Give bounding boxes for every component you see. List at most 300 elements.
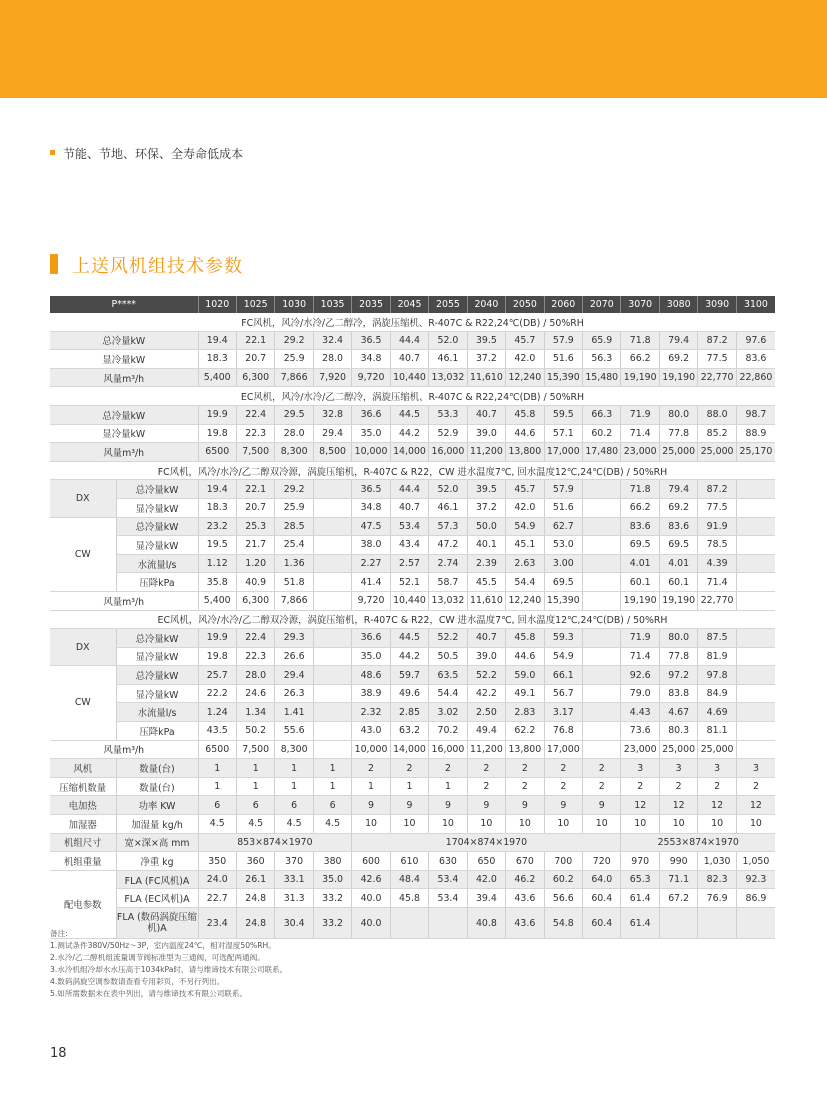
value-cell: 16,000 [429,443,467,462]
value-cell [583,629,621,648]
value-cell: 65.3 [621,870,659,889]
value-cell: 77.5 [698,498,736,517]
value-cell: 4.67 [659,703,697,722]
section-title-cell: FC风机，风冷/水冷/乙二醇双冷源，涡旋压缩机，R-407C & R22，CW 进水温度7℃, 回水温度12℃,24℃(DB) / 50%RH [50,461,775,480]
value-cell: 52.1 [390,573,428,592]
value-cell: 19.5 [198,536,236,555]
value-cell: 45.8 [506,405,544,424]
section-title-cell: FC风机，风冷/水冷/乙二醇冷，涡旋压缩机、R-407C & R22,24℃(DB) / 50%RH [50,313,775,331]
value-cell: 54.4 [429,684,467,703]
value-cell: 6,300 [236,368,274,387]
value-cell: 46.1 [429,498,467,517]
value-cell: 45.5 [467,573,505,592]
value-cell: 97.6 [736,331,775,350]
value-cell: 22.1 [236,331,274,350]
value-cell: 71.8 [621,480,659,499]
value-cell: 66.2 [621,350,659,369]
value-cell: 2.63 [506,554,544,573]
value-cell [736,908,775,939]
model-column-header: 2050 [506,296,544,313]
value-cell: 35.0 [352,424,390,443]
model-column-header: 1025 [236,296,274,313]
row-label: 数量(台) [116,777,198,796]
value-cell: 5,400 [198,591,236,610]
table-row [50,331,775,350]
value-cell: 82.3 [698,870,736,889]
value-cell: 7,866 [275,368,313,387]
value-cell: 6,300 [236,591,274,610]
table-row [50,368,775,387]
value-cell: 25,170 [736,443,775,462]
value-cell: 1 [352,777,390,796]
model-column-header: 1020 [198,296,236,313]
value-cell: 48.4 [390,870,428,889]
value-cell: 9 [544,796,582,815]
value-cell: 18.3 [198,498,236,517]
row-label: 显冷量kW [116,498,198,517]
notes-title: 备注: [50,929,68,938]
value-cell: 5,400 [198,368,236,387]
value-cell: 50.2 [236,722,274,741]
table-row [50,536,775,555]
value-cell: 11,610 [467,591,505,610]
value-cell: 670 [506,852,544,871]
value-cell: 36.6 [352,405,390,424]
value-cell: 1 [236,759,274,778]
value-cell: 2.57 [390,554,428,573]
value-cell: 45.8 [506,629,544,648]
value-cell [313,703,351,722]
value-cell: 53.0 [544,536,582,555]
value-cell: 15,390 [544,591,582,610]
value-cell: 2.39 [467,554,505,573]
value-cell: 47.5 [352,517,390,536]
value-cell: 88.9 [736,424,775,443]
value-cell: 60.2 [583,424,621,443]
value-cell: 4.69 [698,703,736,722]
value-cell: 39.4 [467,889,505,908]
value-cell: 350 [198,852,236,871]
table-row [50,517,775,536]
model-column-header: 1030 [275,296,313,313]
value-cell: 49.6 [390,684,428,703]
value-cell [736,666,775,685]
value-cell [736,573,775,592]
value-cell: 21.7 [236,536,274,555]
group-label: CW [50,666,116,740]
note-line: 1.测试条件380V/50Hz～3P，室内温度24℃，相对湿度50%RH。 [50,941,276,951]
value-cell [313,480,351,499]
value-cell: 2 [467,777,505,796]
value-cell: 80.3 [659,722,697,741]
value-cell: 25,000 [659,443,697,462]
table-row [50,498,775,517]
value-cell: 71.4 [621,424,659,443]
row-label: 显冷量kW [50,350,198,369]
value-cell: 28.5 [275,517,313,536]
value-cell: 44.5 [390,629,428,648]
value-cell: 10 [698,815,736,834]
value-cell: 10 [583,815,621,834]
group-label: 压缩机数量 [50,777,116,796]
value-cell: 42.6 [352,870,390,889]
value-cell [313,740,351,759]
value-cell [313,629,351,648]
value-cell: 46.2 [506,870,544,889]
row-label: 风量m³/h [50,368,198,387]
value-cell: 10,000 [352,740,390,759]
value-cell: 1 [390,777,428,796]
value-cell: 13,032 [429,368,467,387]
value-cell [583,722,621,741]
value-cell: 9 [467,796,505,815]
value-cell: 53.4 [390,517,428,536]
value-cell: 3 [621,759,659,778]
value-cell: 2 [698,777,736,796]
value-cell: 83.6 [621,517,659,536]
value-cell: 73.6 [621,722,659,741]
table-row [50,350,775,369]
value-cell: 42.0 [506,350,544,369]
value-cell: 1,050 [736,852,775,871]
value-cell: 62.7 [544,517,582,536]
value-cell: 25.3 [236,517,274,536]
model-column-header: 3070 [621,296,659,313]
value-cell: 3.17 [544,703,582,722]
value-cell: 2 [390,759,428,778]
value-cell [313,666,351,685]
value-cell [313,647,351,666]
value-cell: 81.1 [698,722,736,741]
value-cell: 4.5 [198,815,236,834]
value-cell: 17,480 [583,443,621,462]
value-cell: 85.2 [698,424,736,443]
value-cell: 40.0 [352,889,390,908]
value-cell: 44.6 [506,647,544,666]
value-cell: 8,500 [313,443,351,462]
value-cell: 1 [429,777,467,796]
table-row [50,722,775,741]
value-cell: 60.1 [659,573,697,592]
value-cell: 2 [583,759,621,778]
value-cell: 45.8 [390,889,428,908]
value-cell: 57.9 [544,480,582,499]
value-cell: 1 [275,777,313,796]
value-cell: 40.0 [352,908,390,939]
value-cell: 87.5 [698,629,736,648]
value-cell: 2 [544,777,582,796]
value-cell: 83.8 [659,684,697,703]
value-cell: 9 [390,796,428,815]
value-cell: 10 [736,815,775,834]
table-row [50,554,775,573]
value-cell: 45.7 [506,480,544,499]
table-row [50,759,775,778]
value-cell: 4.5 [236,815,274,834]
value-cell: 42.0 [467,870,505,889]
value-cell: 63.5 [429,666,467,685]
value-cell: 60.4 [583,908,621,939]
value-cell: 39.0 [467,424,505,443]
value-cell: 33.2 [313,908,351,939]
value-cell: 53.3 [429,405,467,424]
value-cell: 13,800 [506,740,544,759]
value-cell: 17,000 [544,443,582,462]
table-row [50,647,775,666]
value-cell: 1.24 [198,703,236,722]
table-row [50,777,775,796]
row-label: 总冷量kW [50,405,198,424]
value-cell: 71.1 [659,870,697,889]
value-cell: 26.3 [275,684,313,703]
value-cell: 92.3 [736,870,775,889]
note-line: 4.数码涡旋空调参数请查看专用彩页，不另行列出。 [50,977,225,987]
value-cell: 6 [198,796,236,815]
value-cell: 23,000 [621,443,659,462]
value-cell: 69.5 [544,573,582,592]
value-cell: 25,000 [659,740,697,759]
model-column-header: 2045 [390,296,428,313]
value-cell: 31.3 [275,889,313,908]
value-cell: 10,440 [390,591,428,610]
value-cell: 1 [275,759,313,778]
value-cell: 13,800 [506,443,544,462]
value-cell: 60.1 [621,573,659,592]
section-title: 上送风机组技术参数 [72,256,243,277]
value-cell: 15,390 [544,368,582,387]
value-cell: 86.9 [736,889,775,908]
value-cell: 32.8 [313,405,351,424]
value-cell: 44.5 [390,405,428,424]
value-cell: 720 [583,852,621,871]
table-row [50,629,775,648]
value-cell: 11,200 [467,443,505,462]
value-cell: 50.0 [467,517,505,536]
value-cell: 990 [659,852,697,871]
group-label: 机组重量 [50,852,116,871]
value-cell: 44.4 [390,480,428,499]
value-cell: 43.6 [506,889,544,908]
value-cell: 22.4 [236,405,274,424]
value-cell: 6 [313,796,351,815]
value-cell: 19.9 [198,405,236,424]
value-cell: 39.5 [467,480,505,499]
row-label: 水流量l/s [116,703,198,722]
value-cell: 9,720 [352,368,390,387]
model-column-header: 3080 [659,296,697,313]
value-cell: 71.4 [621,647,659,666]
value-cell: 87.2 [698,331,736,350]
table-row [50,443,775,462]
table-row [50,852,775,871]
value-cell: 23,000 [621,740,659,759]
value-cell: 41.4 [352,573,390,592]
value-cell: 57.9 [544,331,582,350]
value-cell: 42.0 [506,498,544,517]
value-cell: 12,240 [506,368,544,387]
page-number: 18 [50,1046,67,1061]
row-label: 显冷量kW [116,536,198,555]
value-cell: 66.3 [583,405,621,424]
value-cell: 52.0 [429,480,467,499]
row-label: FLA (FC风机)A [116,870,198,889]
group-label: DX [50,629,116,666]
value-cell: 4.01 [659,554,697,573]
row-label: FLA (数码涡旋压缩机)A [116,908,198,939]
value-cell: 9 [429,796,467,815]
value-cell: 22,770 [698,368,736,387]
value-cell: 10 [429,815,467,834]
group-label: 加湿器 [50,815,116,834]
value-cell: 22.3 [236,647,274,666]
value-cell [583,740,621,759]
value-cell: 69.2 [659,350,697,369]
value-cell: 1,030 [698,852,736,871]
model-column-header: 2035 [352,296,390,313]
value-cell: 6500 [198,740,236,759]
value-cell: 4.39 [698,554,736,573]
value-cell: 1 [198,759,236,778]
value-cell: 23.2 [198,517,236,536]
value-cell: 2 [659,777,697,796]
value-cell: 60.2 [544,870,582,889]
value-cell: 42.2 [467,684,505,703]
value-cell: 7,500 [236,443,274,462]
value-cell: 65.9 [583,331,621,350]
value-cell: 10 [659,815,697,834]
value-cell [583,480,621,499]
value-cell: 9 [352,796,390,815]
value-cell: 49.4 [467,722,505,741]
note-line: 2.水冷/乙二醇机组流量调节阀标准型为三通阀，可选配两通阀。 [50,953,265,963]
value-cell: 43.5 [198,722,236,741]
model-column-header: 2070 [583,296,621,313]
value-cell: 29.3 [275,629,313,648]
value-cell: 77.5 [698,350,736,369]
value-cell: 59.0 [506,666,544,685]
value-cell: 51.6 [544,498,582,517]
row-label: 总冷量kW [116,629,198,648]
value-cell: 40.7 [390,498,428,517]
value-cell: 61.4 [621,908,659,939]
value-cell: 25,000 [698,443,736,462]
value-cell: 10 [544,815,582,834]
value-cell: 2 [736,777,775,796]
value-cell [583,647,621,666]
value-cell: 10 [467,815,505,834]
value-cell: 28.0 [275,424,313,443]
value-cell: 61.4 [621,889,659,908]
value-cell [583,517,621,536]
value-cell: 67.2 [659,889,697,908]
value-cell: 66.1 [544,666,582,685]
model-column-header: 2055 [429,296,467,313]
value-cell: 17,000 [544,740,582,759]
value-cell: 87.2 [698,480,736,499]
value-cell: 51.8 [275,573,313,592]
value-cell: 40.9 [236,573,274,592]
value-cell: 26.1 [236,870,274,889]
value-cell: 1.12 [198,554,236,573]
value-cell: 10 [506,815,544,834]
value-cell: 54.4 [506,573,544,592]
value-cell: 43.4 [390,536,428,555]
value-cell: 32.4 [313,331,351,350]
value-cell: 44.6 [506,424,544,443]
value-cell: 19.8 [198,424,236,443]
notes [50,928,287,1001]
value-cell: 19.4 [198,480,236,499]
value-cell: 77.8 [659,424,697,443]
value-cell [390,908,428,939]
value-cell [583,684,621,703]
value-cell [313,591,351,610]
row-label: 总冷量kW [116,480,198,499]
value-cell: 80.0 [659,405,697,424]
value-cell: 59.7 [390,666,428,685]
value-cell: 13,032 [429,591,467,610]
value-cell: 2 [429,759,467,778]
value-cell: 88.0 [698,405,736,424]
value-cell: 24.6 [236,684,274,703]
value-cell: 1 [236,777,274,796]
row-label: 显冷量kW [50,424,198,443]
value-cell [313,722,351,741]
value-cell: 83.6 [736,350,775,369]
value-cell: 24.8 [236,889,274,908]
value-cell: 55.6 [275,722,313,741]
value-cell: 79.4 [659,480,697,499]
value-cell: 700 [544,852,582,871]
value-cell: 52.0 [429,331,467,350]
value-cell: 2.83 [506,703,544,722]
value-cell: 7,920 [313,368,351,387]
value-cell: 630 [429,852,467,871]
value-cell: 91.9 [698,517,736,536]
table-row [50,740,775,759]
value-cell: 4.01 [621,554,659,573]
row-label: 风量m³/h [50,740,198,759]
spec-table [50,296,775,939]
value-cell: 1.41 [275,703,313,722]
value-cell: 28.0 [236,666,274,685]
value-cell: 4.5 [275,815,313,834]
value-cell: 36.5 [352,480,390,499]
value-cell: 49.1 [506,684,544,703]
value-cell: 2 [621,777,659,796]
row-label: 显冷量kW [116,647,198,666]
model-column-header: 1035 [313,296,351,313]
value-cell: 60.4 [583,889,621,908]
model-column-header: 2060 [544,296,582,313]
value-cell: 16,000 [429,740,467,759]
value-cell: 57.1 [544,424,582,443]
value-cell: 22,770 [698,591,736,610]
value-cell: 1.34 [236,703,274,722]
row-label: 总冷量kW [116,666,198,685]
value-cell: 69.2 [659,498,697,517]
value-cell [736,629,775,648]
value-cell [736,722,775,741]
value-cell: 35.0 [352,647,390,666]
table-row [50,684,775,703]
value-cell: 47.2 [429,536,467,555]
value-cell: 25.4 [275,536,313,555]
value-cell: 52.2 [467,666,505,685]
value-cell: 43.6 [506,908,544,939]
value-cell: 24.8 [236,908,274,939]
value-cell: 38.0 [352,536,390,555]
